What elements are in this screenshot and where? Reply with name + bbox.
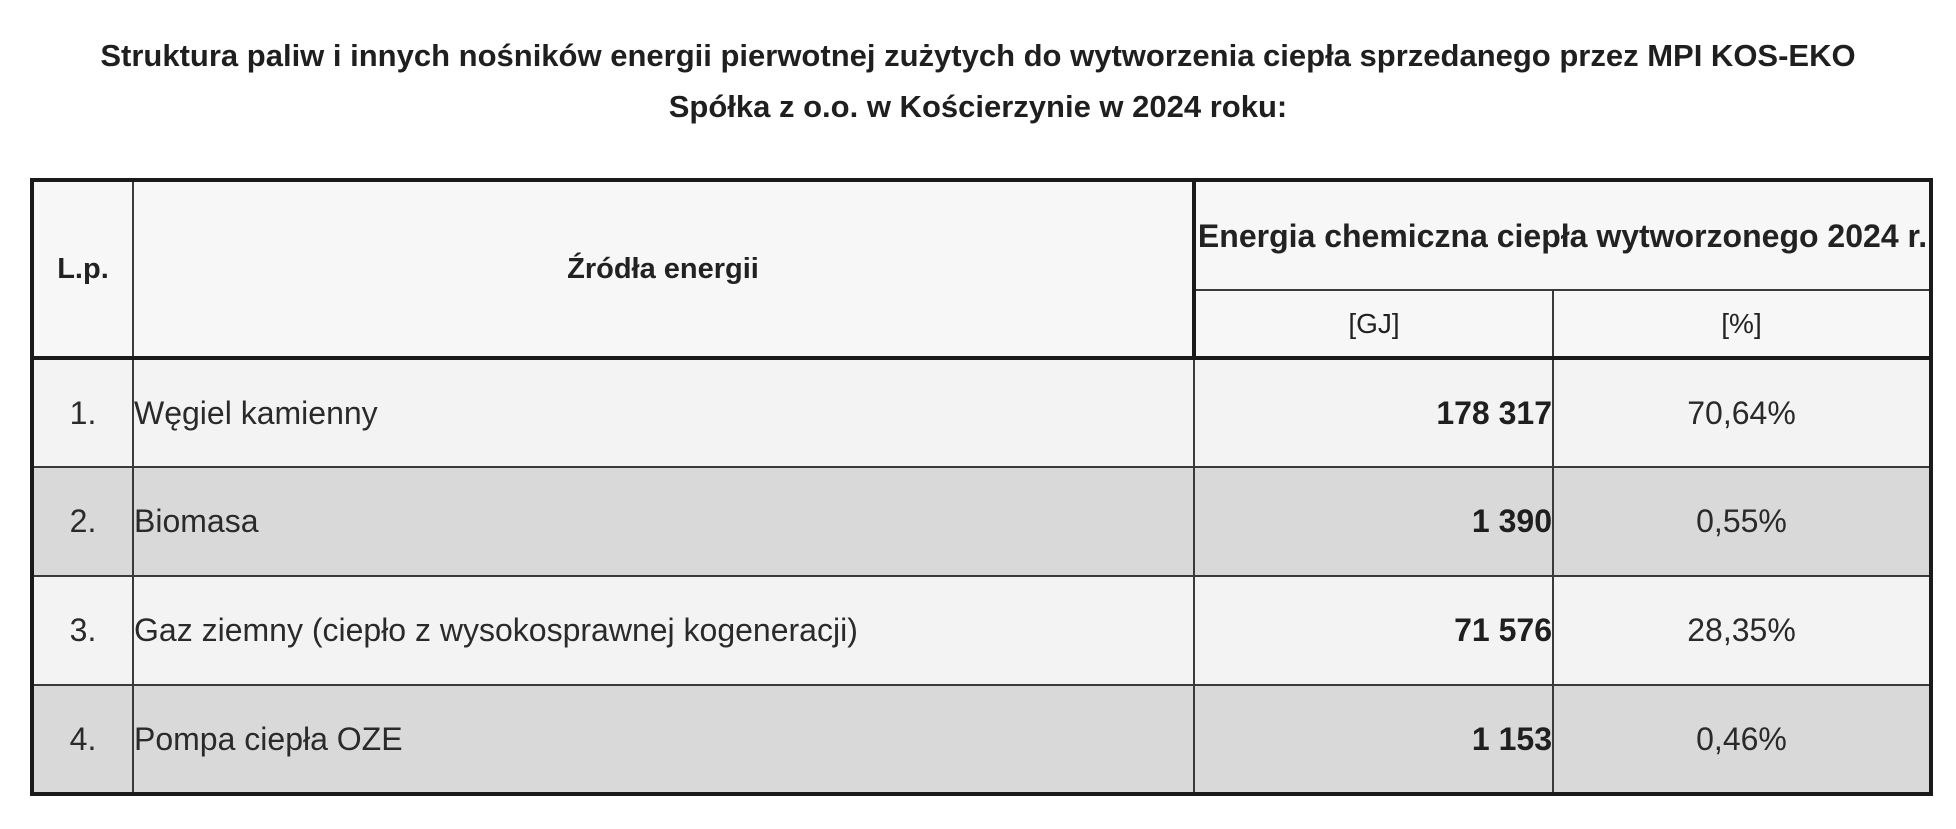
- row-pct: 70,64%: [1553, 358, 1931, 467]
- row-source: Węgiel kamienny: [133, 358, 1194, 467]
- header-unit-pct: [%]: [1553, 290, 1931, 358]
- row-source: Pompa ciepła OZE: [133, 685, 1194, 794]
- row-lp: 1.: [32, 358, 133, 467]
- title-line-2: Spółka z o.o. w Kościerzynie w 2024 roku:: [668, 89, 1288, 124]
- row-pct: 28,35%: [1553, 576, 1931, 685]
- page-title: [0, 30, 1956, 132]
- row-source: Biomasa: [133, 467, 1194, 576]
- row-source: Gaz ziemny (ciepło z wysokosprawnej kogeneracji): [133, 576, 1194, 685]
- title-line-1: Struktura paliw i innych nośników energii pierwotnej zużytych do wytworzenia ciepła sprzedanego przez MPI KOS-EKO: [100, 38, 1856, 73]
- row-lp: 2.: [32, 467, 133, 576]
- row-lp: 4.: [32, 685, 133, 794]
- row-gj: 1 390: [1194, 467, 1553, 576]
- row-gj: 1 153: [1194, 685, 1553, 794]
- header-lp: L.p.: [32, 180, 133, 358]
- row-gj: 71 576: [1194, 576, 1553, 685]
- energy-structure-table: [30, 178, 1933, 796]
- table-row: [32, 576, 1931, 685]
- row-pct: 0,55%: [1553, 467, 1931, 576]
- table-row: [32, 467, 1931, 576]
- table-row: [32, 685, 1931, 794]
- header-unit-gj: [GJ]: [1194, 290, 1553, 358]
- header-energy: Energia chemiczna ciepła wytworzonego 2024 r.: [1194, 180, 1931, 290]
- header-source: Źródła energii: [133, 180, 1194, 358]
- row-pct: 0,46%: [1553, 685, 1931, 794]
- table-row: [32, 358, 1931, 467]
- row-gj: 178 317: [1194, 358, 1553, 467]
- row-lp: 3.: [32, 576, 133, 685]
